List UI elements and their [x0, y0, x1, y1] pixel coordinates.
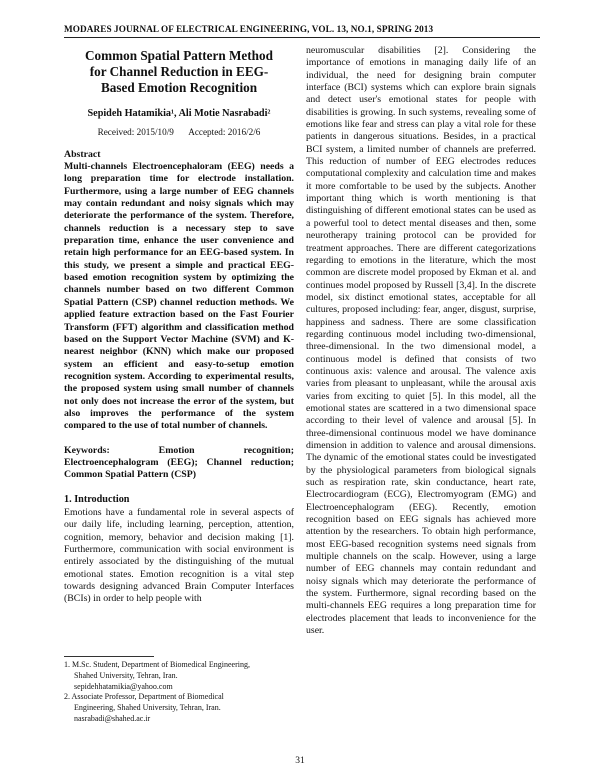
authors: Sepideh Hatamikia¹, Ali Motie Nasrabadi²: [87, 108, 271, 119]
footnote-rule: [64, 656, 154, 657]
keywords: Keywords: Emotion recognition; Electroencephalogram (EEG); Channel reduction; Common Spatial Pattern (CSP): [64, 444, 294, 481]
received-date: Received: 2015/10/9: [97, 127, 174, 138]
title-line: Based Emotion Recognition: [100, 80, 258, 95]
header-rule: [64, 37, 540, 38]
accepted-date: Accepted: 2016/2/6: [188, 127, 261, 138]
footnote-2-line: 2. Associate Professor, Department of Biomedical: [64, 692, 224, 702]
abstract-heading: Abstract: [64, 148, 101, 160]
dates: [64, 126, 294, 138]
section-heading-introduction: 1. Introduction: [64, 493, 130, 505]
journal-header: MODARES JOURNAL OF ELECTRICAL ENGINEERING, VOL. 13, NO.1, SPRING 2013: [64, 24, 434, 34]
left-column: [64, 44, 294, 606]
introduction-text-left: Emotions have a fundamental role in several aspects of our daily life, including learning, perception, attention, cognition, memory, behavior and decision making [1]. Furthermore, communication with social environment is entirely associated by the distinguishing of the mutual emotional states. Emotion recognition is a vital step towards designing advanced Brain Computer Interfaces (BCIs) in order to help people with: [64, 506, 294, 605]
title-line: for Channel Reduction in EEG-: [89, 64, 269, 79]
title-line: Common Spatial Pattern Method: [85, 48, 273, 63]
footnote-2-email: nasrabadi@shahed.ac.ir: [74, 713, 151, 723]
paper-title: [64, 48, 294, 96]
footnotes: [64, 660, 294, 725]
footnote-1-line: Shahed University, Tehran, Iran.: [74, 670, 178, 680]
footnote-1-line: 1. M.Sc. Student, Department of Biomedical Engineering,: [64, 660, 250, 669]
footnote-2-line: Engineering, Shahed University, Tehran, Iran.: [74, 703, 221, 713]
introduction-text-right: neuromuscular disabilities [2]. Considering the importance of emotions in managing daily life of an individual, the need for designing brain computer interface (BCI) systems which can explore brain signals and detect user's emotional states for people with disabilities is growing. In such systems, revealing some of emotions like fear and stress can play a vital role for these patients in dangerous situations. Besides, in a practical BCI system, a limited number of channels are preferred. This reduction of number of EEG electrodes reduces computational complexity and calculation time and makes it more comfortable to be used by the subjects. Another important thing which is worth mentioning is that distinguishing of different emotional states can be used as a powerful tool to detect mental diseases and then, some neurotherapy training protocol can be provided for treatment approaches. There are different categorizations regarding to emotions in the literature, which the most common are discrete model proposed by Ekman et al. and continues model proposed by Russell [3,4]. In the discrete model, six distinct emotional states, acceptable for all cultures, proposed including: fear, anger, disgust, surprise, happiness and sadness. There are some classification regarding continuous model including two-dimensional, three-dimensional. In the two dimensional model, a continuous model is defined that consists of two continuous axis: valence and arousal. The valence axis varies from pleasant to unpleasant, while the arousal axis varies from exciting to quiet [5]. In this model, all the emotional states are scattered in a two dimensional space according to their level of valence and arousal [5]. In three-dimensional continuous model we have dominance dimension in addition to valence and arousal dimensions. The dynamic of the emotional states could be investigated by the physiological parameters from biological signals such as respiration rate, skin conductance, heart rate, Electrocardiogram (ECG), Electromyogram (EMG) and Electroencephalogram (EEG). Recently, emotion recognition based on EEG signals has achieved more attention by the researchers. To obtain high performance, most EEG-based recognition systems need signals from multiple channels on the scalp. However, using a large number of EEG channels may contain redundant and noisy signals which may deteriorate the performance of the system. Furthermore, signal recording based on the multi-channels EEG requires a long preparation time for electrodes placement that leads to inconvenience for the user.: [306, 45, 536, 637]
right-column: [306, 44, 536, 638]
footnote-1-email: sepidehhatamikia@yahoo.com: [74, 681, 173, 691]
abstract-text: Multi-channels Electroencephaloram (EEG) needs a long preparation time for electrode installation. Furthermore, using a large number of EEG channels may contain redundant and noisy signals which may deteriorate the performance of the system. Therefore, channels reduction is a necessary step to save preparation time, enhance the user convenience and retain high performance for an EEG-based system. In this study, we present a simple and practical EEG-based emotion recognition system by optimizing the channels number based on two different Common Spatial Pattern (CSP) channel reduction methods. We applied feature extraction based on the Fast Fourier Transform (FFT) algorithm and classification method based on the Support Vector Machine (SVM) and K-nearest neighbor (KNN) which make our proposed system an efficient and easy-to-setup emotion recognition system. According to experimental results, the proposed system using small number of channels not only does not increase the error of the system, but also improves the performance of the system compared to the use of total number of channels.: [64, 161, 294, 432]
page-number: 31: [295, 756, 305, 766]
